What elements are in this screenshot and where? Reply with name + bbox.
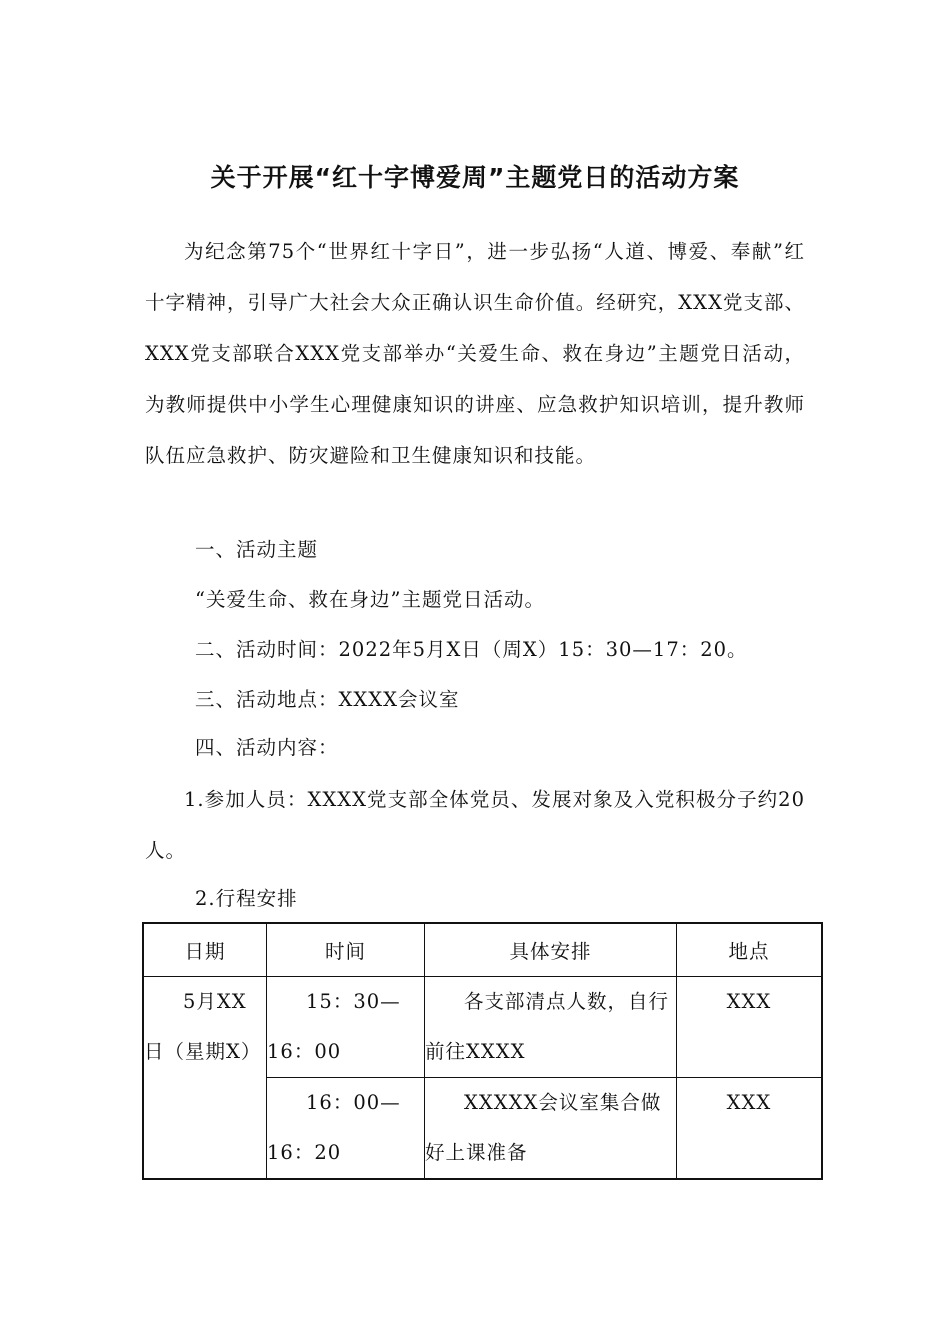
header-location: 地点 (677, 923, 823, 977)
table-header-row (143, 923, 822, 977)
item-1-participants: 1.参加人员：XXXX党支部全体党员、发展对象及入党积极分子约20人。 (145, 788, 805, 862)
section-3-location: 三、活动地点：XXXX会议室 (195, 688, 460, 711)
schedule-table (142, 922, 823, 1180)
arrangement-text: 各支部清点人数，自行前往XXXX (425, 990, 670, 1063)
header-arrangement: 具体安排 (425, 923, 677, 977)
table-row (143, 977, 822, 1078)
section-4-heading: 四、活动内容： (195, 736, 339, 759)
page-title: 关于开展“红十字博爱周”主题党日的活动方案 (210, 163, 740, 192)
time-text: 16：00—16：20 (267, 1091, 401, 1164)
arrangement-cell (425, 1078, 677, 1180)
time-text: 15：30—16：00 (267, 990, 401, 1063)
time-cell (267, 977, 425, 1078)
location-cell: XXX (677, 1078, 823, 1180)
arrangement-cell (425, 977, 677, 1078)
header-time: 时间 (267, 923, 425, 977)
section-1-body: “关爱生命、救在身边”主题党日活动。 (195, 588, 545, 611)
header-date: 日期 (143, 923, 267, 977)
location-cell: XXX (677, 977, 823, 1078)
date-cell (143, 977, 267, 1180)
arrangement-text: XXXXX会议室集合做好上课准备 (425, 1091, 662, 1164)
section-2-time: 二、活动时间：2022年5月X日（周X）15：30—17：20。 (195, 638, 748, 661)
intro-paragraph: 为纪念第75个“世界红十字日”，进一步弘扬“人道、博爱、奉献”红十字精神，引导广大社会大众正确认识生命价值。经研究，XXX党支部、XXX党支部联合XXX党支部举办“关爱生命、救在身边”主题党日活动，为教师提供中小学生心理健康知识的讲座、应急救护知识培训，提升教师队伍应急救护、防灾避险和卫生健康知识和技能。 (145, 240, 805, 467)
date-text: 5月XX日（星期X） (144, 990, 262, 1063)
section-1-heading: 一、活动主题 (195, 538, 319, 561)
time-cell (267, 1078, 425, 1180)
item-2-schedule-heading: 2.行程安排 (195, 887, 298, 910)
